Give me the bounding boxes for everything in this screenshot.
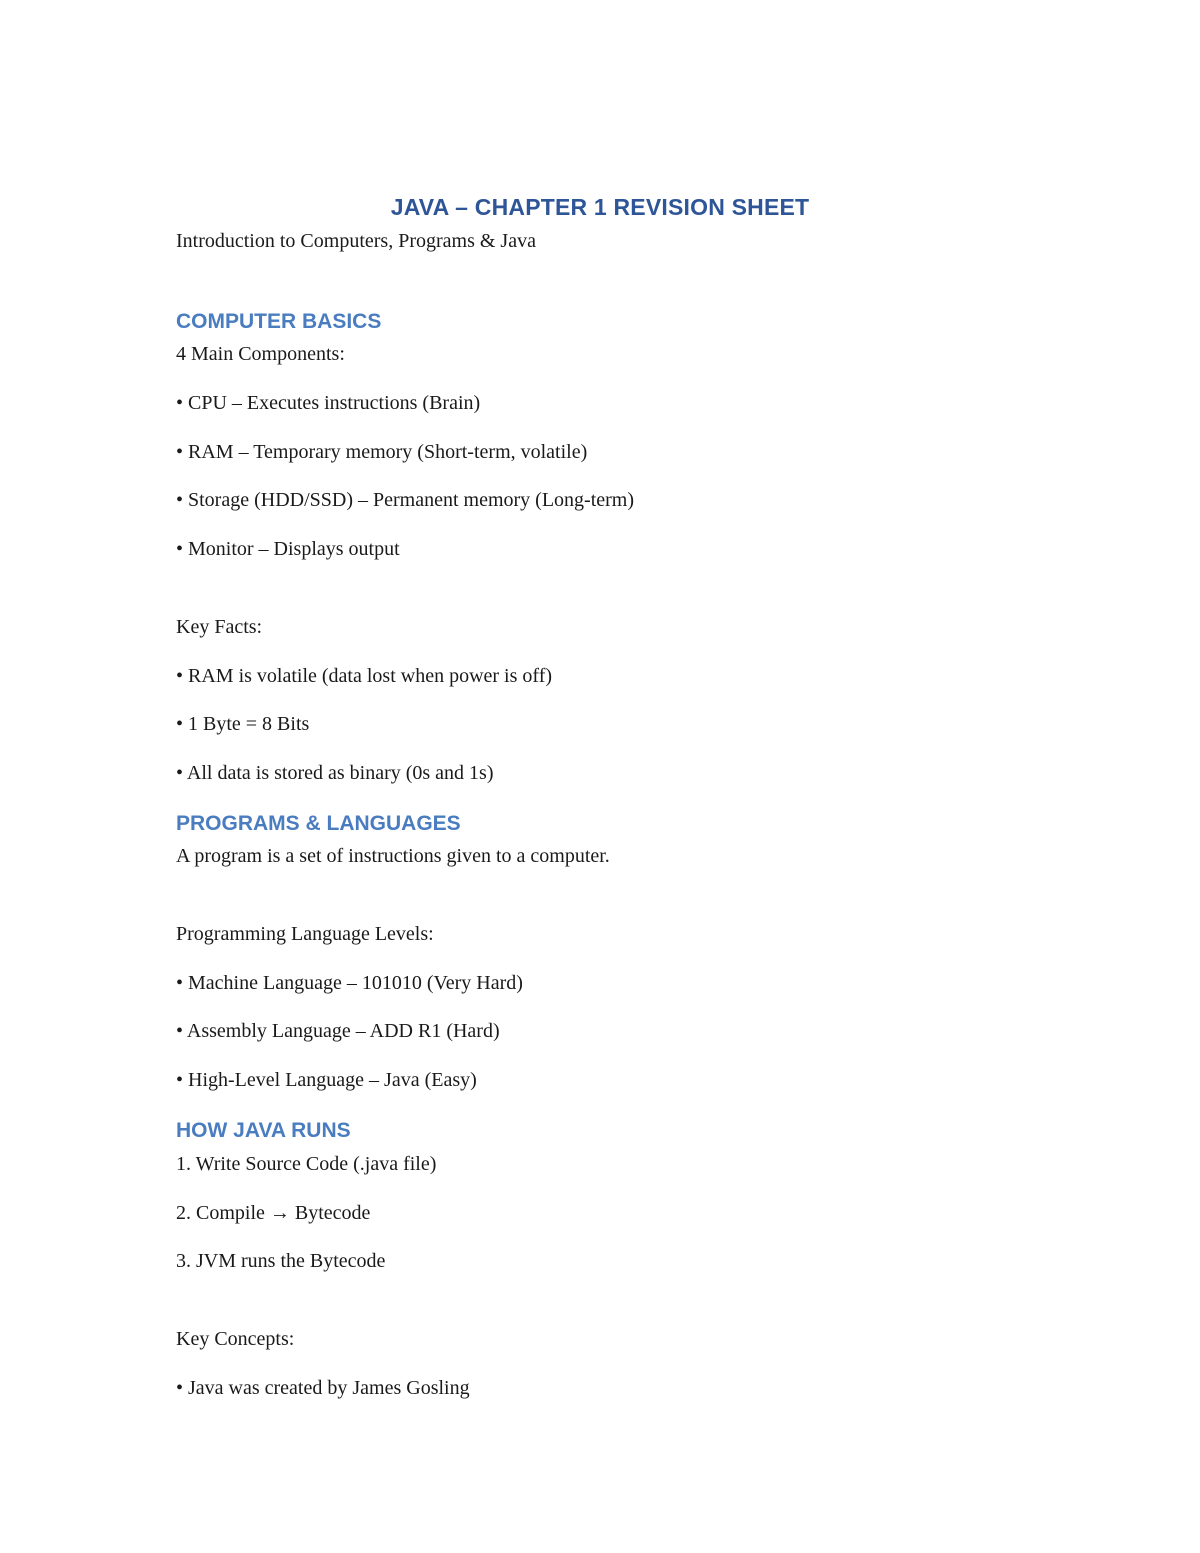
section-heading-programs-languages: PROGRAMS & LANGUAGES	[176, 812, 461, 835]
bullet-item: • Java was created by James Gosling	[176, 1377, 470, 1399]
document-title: JAVA – CHAPTER 1 REVISION SHEET	[390, 194, 810, 220]
section-line: 4 Main Components:	[176, 343, 345, 365]
numbered-item: 3. JVM runs the Bytecode	[176, 1250, 386, 1272]
section-line: Programming Language Levels:	[176, 923, 434, 945]
section-line: Key Facts:	[176, 616, 263, 638]
numbered-item: 1. Write Source Code (.java file)	[176, 1153, 437, 1175]
bullet-item: • High-Level Language – Java (Easy)	[176, 1069, 477, 1091]
section-heading-how-java-runs: HOW JAVA RUNS	[176, 1119, 351, 1142]
document-subtitle: Introduction to Computers, Programs & Java	[176, 230, 536, 252]
bullet-item: • CPU – Executes instructions (Brain)	[176, 392, 481, 414]
section-line: A program is a set of instructions given to a computer.	[176, 845, 610, 867]
bullet-item: • All data is stored as binary (0s and 1s)	[176, 762, 494, 784]
bullet-item: • Storage (HDD/SSD) – Permanent memory (Long-term)	[176, 489, 635, 511]
bullet-item: • Monitor – Displays output	[176, 538, 400, 560]
bullet-item: • RAM – Temporary memory (Short-term, volatile)	[176, 441, 588, 463]
bullet-item: • Assembly Language – ADD R1 (Hard)	[176, 1020, 500, 1042]
section-line: Key Concepts:	[176, 1328, 295, 1350]
bullet-item: • RAM is volatile (data lost when power is off)	[176, 665, 553, 687]
section-heading-computer-basics: COMPUTER BASICS	[176, 310, 382, 333]
numbered-item: 2. Compile → Bytecode	[176, 1202, 371, 1224]
bullet-item: • 1 Byte = 8 Bits	[176, 713, 310, 735]
bullet-item: • Machine Language – 101010 (Very Hard)	[176, 972, 523, 994]
